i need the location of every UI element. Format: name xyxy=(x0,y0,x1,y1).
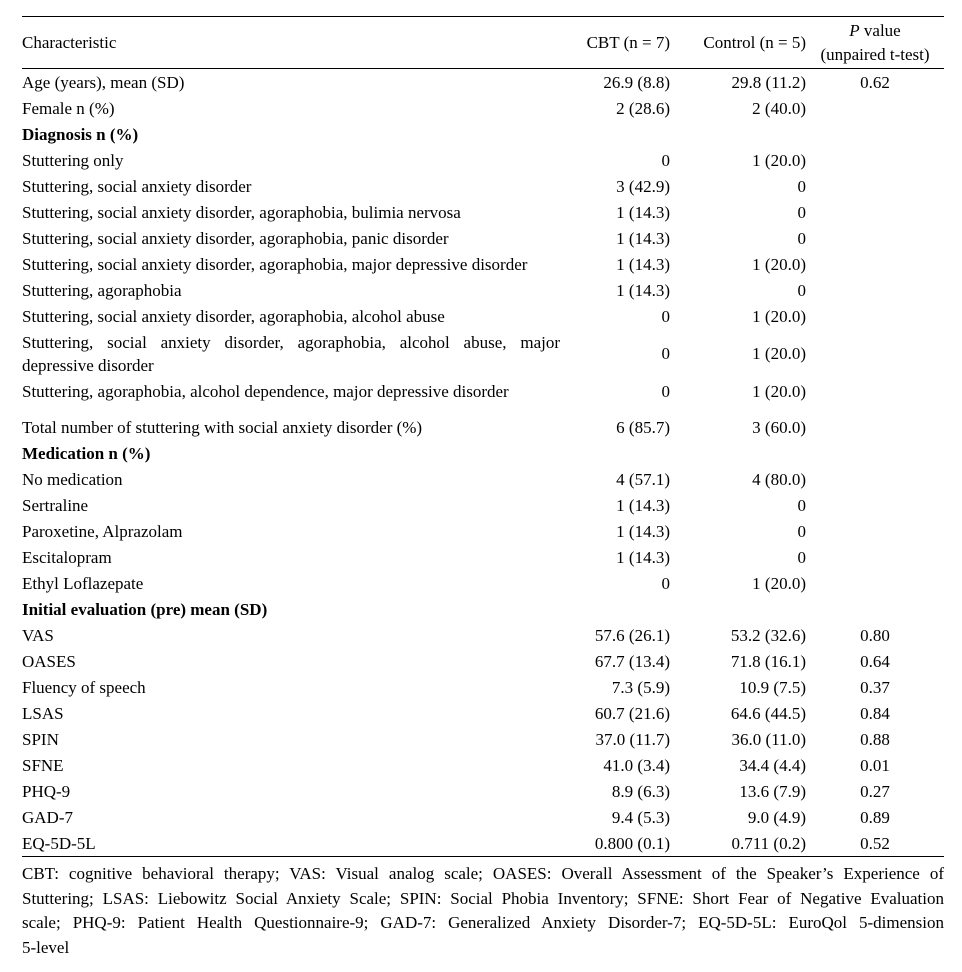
p-value xyxy=(806,466,944,492)
row-label: Stuttering, social anxiety disorder, agoraphobia, alcohol abuse, major depressive disorder xyxy=(22,332,560,375)
p-value xyxy=(806,251,944,277)
row-label: Age (years), mean (SD) xyxy=(22,72,185,92)
table-header xyxy=(22,17,944,69)
row-label: Stuttering, agoraphobia, alcohol dependence, major depressive disorder xyxy=(22,381,509,401)
control-value: 0 xyxy=(797,176,806,196)
row-label: PHQ-9 xyxy=(22,781,71,801)
col-header-cbt: CBT (n = 7) xyxy=(560,17,670,69)
cbt-value: 7.3 (5.9) xyxy=(611,677,670,697)
cbt-value: 41.0 (3.4) xyxy=(603,755,670,775)
control-value: 1 (20.0) xyxy=(752,254,806,274)
table-row xyxy=(22,570,944,596)
row-label: Escitalopram xyxy=(22,547,112,567)
control-value: 36.0 (11.0) xyxy=(731,729,806,749)
p-value: 0.89 xyxy=(860,807,890,827)
table-row xyxy=(22,95,944,121)
control-value: 4 (80.0) xyxy=(752,469,806,489)
col-header-characteristic: Characteristic xyxy=(22,17,560,69)
p-value: 0.80 xyxy=(860,625,890,645)
section-heading: Diagnosis n (%) xyxy=(22,124,139,144)
table-row xyxy=(22,147,944,173)
p-value: 0.52 xyxy=(860,833,890,853)
p-value xyxy=(806,225,944,251)
table-row xyxy=(22,726,944,752)
cbt-value: 9.4 (5.3) xyxy=(611,807,670,827)
footnote-line: Stuttering; LSAS: Liebowitz Social Anxiety Scale; SPIN: Social Phobia Inventory; SFNE: Short Fear of Negative Evaluation xyxy=(22,888,944,908)
table-row xyxy=(22,518,944,544)
cbt-value: 0 xyxy=(661,573,670,593)
control-value: 0 xyxy=(797,547,806,567)
col-header-control: Control (n = 5) xyxy=(670,17,806,69)
p-value xyxy=(806,147,944,173)
control-value: 1 (20.0) xyxy=(752,381,806,401)
cbt-value: 2 (28.6) xyxy=(616,98,670,118)
cbt-value: 67.7 (13.4) xyxy=(594,651,670,671)
control-value: 2 (40.0) xyxy=(752,98,806,118)
row-label: LSAS xyxy=(22,703,64,723)
cbt-value: 1 (14.3) xyxy=(616,495,670,515)
row-label: OASES xyxy=(22,651,76,671)
control-value: 3 (60.0) xyxy=(752,417,806,437)
cbt-value: 0.800 (0.1) xyxy=(594,833,670,853)
row-label: Stuttering, social anxiety disorder, agoraphobia, bulimia nervosa xyxy=(22,202,461,222)
row-label: Paroxetine, Alprazolam xyxy=(22,521,183,541)
section-heading-row xyxy=(22,440,944,466)
cbt-value: 1 (14.3) xyxy=(616,202,670,222)
cbt-value: 26.9 (8.8) xyxy=(603,72,670,92)
p-value xyxy=(806,277,944,303)
table-row xyxy=(22,674,944,700)
row-label: Sertraline xyxy=(22,495,89,515)
control-value: 9.0 (4.9) xyxy=(747,807,806,827)
table-footnote xyxy=(22,862,944,960)
row-label: Stuttering, social anxiety disorder, agoraphobia, alcohol abuse xyxy=(22,306,445,326)
control-value: 1 (20.0) xyxy=(752,344,806,363)
cbt-value: 0 xyxy=(661,344,670,363)
section-heading-row xyxy=(22,121,944,147)
row-label: EQ-5D-5L xyxy=(22,833,96,853)
control-value: 1 (20.0) xyxy=(752,150,806,170)
col-header-p-value xyxy=(806,17,944,69)
control-value: 53.2 (32.6) xyxy=(730,625,806,645)
header-row xyxy=(22,17,944,69)
characteristics-table xyxy=(22,16,944,857)
control-value: 0 xyxy=(797,495,806,515)
control-value: 0.711 (0.2) xyxy=(731,833,806,853)
table-row xyxy=(22,303,944,329)
p-value xyxy=(806,570,944,596)
table-row xyxy=(22,378,944,404)
row-label: No medication xyxy=(22,469,123,489)
table-row xyxy=(22,466,944,492)
p-value xyxy=(806,492,944,518)
table-body xyxy=(22,69,944,857)
table-row xyxy=(22,830,944,857)
footnote-line: 5-level xyxy=(22,937,70,957)
row-label: Stuttering, social anxiety disorder xyxy=(22,176,252,196)
table-row xyxy=(22,544,944,570)
control-value: 0 xyxy=(797,228,806,248)
cbt-value: 0 xyxy=(661,381,670,401)
control-value: 1 (20.0) xyxy=(752,306,806,326)
table-row xyxy=(22,199,944,225)
cbt-value: 37.0 (11.7) xyxy=(595,729,670,749)
control-value: 34.4 (4.4) xyxy=(739,755,806,775)
row-label: Ethyl Loflazepate xyxy=(22,573,144,593)
p-value-word: value xyxy=(863,20,901,40)
table-row xyxy=(22,778,944,804)
row-label: Total number of stuttering with social anxiety disorder (%) xyxy=(22,417,423,437)
p-value xyxy=(806,544,944,570)
cbt-value: 1 (14.3) xyxy=(616,254,670,274)
p-value: 0.84 xyxy=(860,703,890,723)
section-heading-row xyxy=(22,596,944,622)
table-row xyxy=(22,277,944,303)
row-label: Stuttering, social anxiety disorder, agoraphobia, major depressive disorder xyxy=(22,254,528,274)
table-row xyxy=(22,492,944,518)
control-value: 0 xyxy=(797,280,806,300)
p-value: 0.27 xyxy=(860,781,890,801)
p-value xyxy=(806,173,944,199)
p-value: 0.64 xyxy=(860,651,890,671)
table-row xyxy=(22,404,944,440)
p-value: 0.88 xyxy=(860,729,890,749)
control-value: 71.8 (16.1) xyxy=(730,651,806,671)
control-value: 10.9 (7.5) xyxy=(739,677,806,697)
cbt-value: 1 (14.3) xyxy=(616,228,670,248)
table-row xyxy=(22,804,944,830)
table-row xyxy=(22,329,944,378)
p-value xyxy=(806,303,944,329)
cbt-value: 1 (14.3) xyxy=(616,521,670,541)
cbt-value: 8.9 (6.3) xyxy=(611,781,670,801)
row-label: SPIN xyxy=(22,729,59,749)
row-label: VAS xyxy=(22,625,54,645)
control-value: 13.6 (7.9) xyxy=(739,781,806,801)
control-value: 29.8 (11.2) xyxy=(731,72,806,92)
section-heading: Initial evaluation (pre) mean (SD) xyxy=(22,599,268,619)
cbt-value: 0 xyxy=(661,306,670,326)
footnote-line: scale; PHQ-9: Patient Health Questionnaire-9; GAD-7: Generalized Anxiety Disorder-7; EQ-5D-5L: EuroQol 5-dimension xyxy=(22,913,944,932)
row-label: Stuttering, agoraphobia xyxy=(22,280,182,300)
cbt-value: 1 (14.3) xyxy=(616,547,670,567)
cbt-value: 4 (57.1) xyxy=(616,469,670,489)
table-row xyxy=(22,69,944,96)
table-row xyxy=(22,752,944,778)
p-value-title xyxy=(806,19,944,43)
control-value: 64.6 (44.5) xyxy=(730,703,806,723)
cbt-value: 6 (85.7) xyxy=(616,417,670,437)
control-value: 0 xyxy=(797,202,806,222)
table-row xyxy=(22,622,944,648)
p-value: 0.62 xyxy=(860,72,890,92)
p-value xyxy=(806,518,944,544)
cbt-value: 60.7 (21.6) xyxy=(594,703,670,723)
cbt-value: 3 (42.9) xyxy=(616,176,670,196)
row-label: Stuttering, social anxiety disorder, agoraphobia, panic disorder xyxy=(22,228,449,248)
row-label: Fluency of speech xyxy=(22,677,146,697)
control-value: 0 xyxy=(797,521,806,541)
control-value: 1 (20.0) xyxy=(752,573,806,593)
p-value-test-name: (unpaired t-test) xyxy=(820,44,930,64)
table-row xyxy=(22,648,944,674)
table-row xyxy=(22,251,944,277)
cbt-value: 57.6 (26.1) xyxy=(594,625,670,645)
table-row xyxy=(22,225,944,251)
cbt-value: 0 xyxy=(661,150,670,170)
row-label: Female n (%) xyxy=(22,98,115,118)
table-row xyxy=(22,700,944,726)
row-label: SFNE xyxy=(22,755,64,775)
p-value xyxy=(806,329,944,378)
footnote-line: CBT: cognitive behavioral therapy; VAS: Visual analog scale; OASES: Overall Assessment of the Speaker’s Experience of xyxy=(22,864,944,883)
p-value xyxy=(806,199,944,225)
section-heading: Medication n (%) xyxy=(22,443,151,463)
p-symbol: P xyxy=(849,20,860,40)
table-row xyxy=(22,173,944,199)
p-value xyxy=(806,378,944,404)
p-value xyxy=(806,404,944,440)
row-label: Stuttering only xyxy=(22,150,124,170)
p-value: 0.37 xyxy=(860,677,890,697)
p-value xyxy=(806,95,944,121)
row-label: GAD-7 xyxy=(22,807,73,827)
p-value: 0.01 xyxy=(860,755,890,775)
cbt-value: 1 (14.3) xyxy=(616,280,670,300)
